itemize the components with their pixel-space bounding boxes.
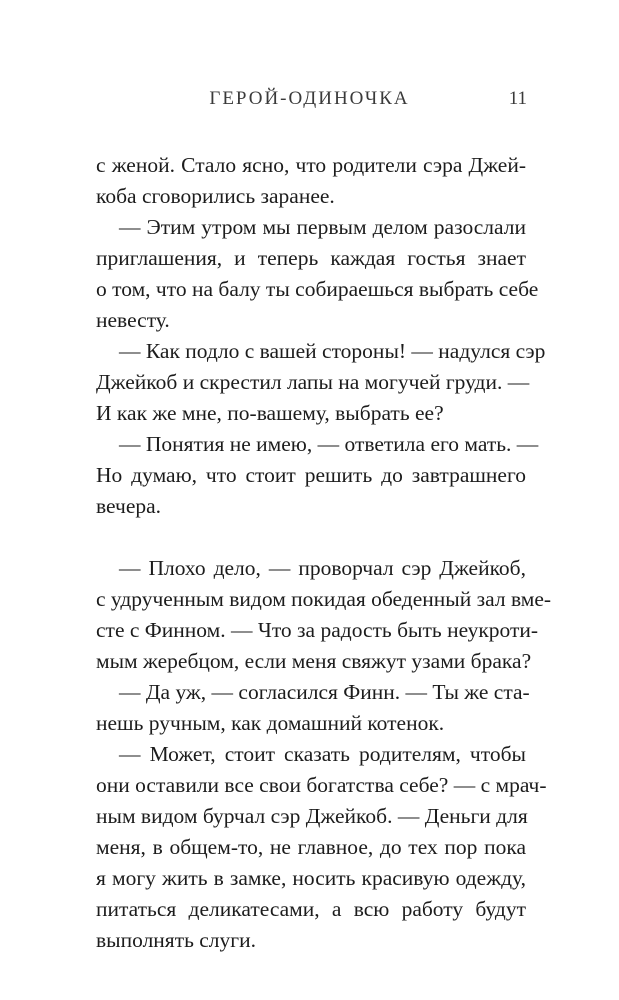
- text-line: о том, что на балу ты собираешься выбрать себе: [96, 277, 539, 301]
- text-line: меня, в общем-то, не главное, до тех пор пока: [96, 835, 526, 859]
- text-line: ным видом бурчал сэр Джейкоб. — Деньги для: [96, 804, 528, 828]
- page-number: 11: [508, 88, 527, 109]
- text-line: невесту.: [96, 308, 170, 332]
- text-line: — Как подло с вашей стороны! — надулся сэр: [119, 339, 546, 363]
- text-line: вечера.: [96, 494, 162, 518]
- text-line: мым жеребцом, если меня свяжут узами брака?: [96, 649, 532, 673]
- section-break: [96, 522, 526, 553]
- text-line: — Да уж, — согласился Финн. — Ты же ста-: [119, 680, 530, 704]
- body-text: [96, 150, 552, 956]
- text-line: они оставили все свои богатства себе? — с мрач-: [96, 773, 547, 797]
- text-line: с женой. Стало ясно, что родители сэра Джей-: [96, 153, 526, 177]
- text-line: сте с Финном. — Что за радость быть неукроти-: [96, 618, 539, 642]
- text-line: — Может, стоит сказать родителям, чтобы: [119, 742, 526, 766]
- text-line: выполнять слуги.: [96, 928, 256, 952]
- running-title: ГЕРОЙ-ОДИНОЧКА: [209, 88, 410, 109]
- running-header: [0, 88, 619, 114]
- text-line: нешь ручным, как домашний котенок.: [96, 711, 445, 735]
- text-line: приглашения, и теперь каждая гостья знает: [96, 246, 526, 270]
- text-line: — Понятия не имею, — ответила его мать. —: [119, 432, 539, 456]
- text-line: питаться деликатесами, а всю работу будут: [96, 897, 526, 921]
- text-line: коба сговорились заранее.: [96, 184, 335, 208]
- text-line: И как же мне, по-вашему, выбрать ее?: [96, 401, 444, 425]
- text-line: Но думаю, что стоит решить до завтрашнего: [96, 463, 526, 487]
- text-line: Джейкоб и скрестил лапы на могучей груди. —: [96, 370, 530, 394]
- text-line: с удрученным видом покидая обеденный зал вме-: [96, 587, 552, 611]
- text-line: я могу жить в замке, носить красивую одежду,: [96, 866, 526, 890]
- text-line: — Этим утром мы первым делом разослали: [119, 215, 526, 239]
- text-line: — Плохо дело, — проворчал сэр Джейкоб,: [119, 556, 526, 580]
